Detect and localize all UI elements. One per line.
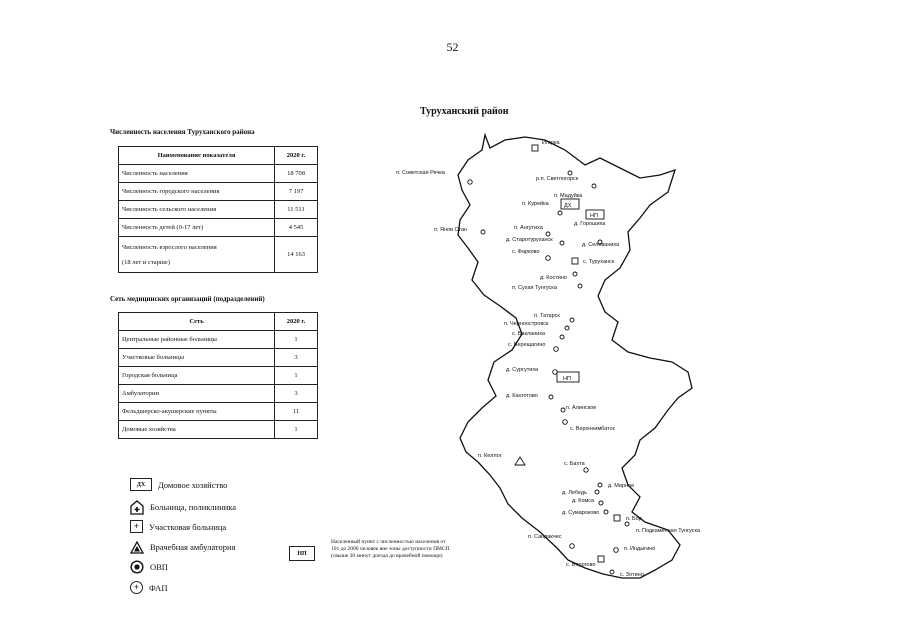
row-label: Численность населения — [119, 165, 275, 183]
header-year: 2020 г. — [275, 147, 318, 165]
row-value: 11 — [275, 403, 318, 421]
map-label: д. Лебедь — [562, 490, 587, 496]
ovp-dot-icon — [130, 560, 144, 574]
np-box-label: НП — [590, 213, 598, 219]
legend-item-household — [130, 478, 227, 491]
map-label: п. Сандакчес — [528, 534, 562, 540]
np-box-icon: НП — [289, 546, 315, 561]
np-legend-text: Населенный пункт с численностью населения от 101 до 2000 человек вне зоны доступности ПМСП (свыше 30 минут доезда до врачебной помощи) — [331, 539, 450, 559]
header-indicator: Наименование показателя — [119, 147, 275, 165]
bor-hospital-icon — [614, 515, 620, 521]
table-header-row — [119, 147, 318, 165]
row-value: 1 — [275, 367, 318, 385]
vereshchagino-marker — [554, 347, 559, 352]
map-label: п. Алинское — [566, 405, 597, 411]
map-label: с. Бахта — [564, 461, 585, 467]
legend-item-ambulatory — [130, 540, 235, 554]
map-label: п. Черноостровск — [504, 321, 549, 327]
row-label: Центральные районные больницы — [119, 331, 275, 349]
table-row — [119, 165, 318, 183]
map-label: п. Индыгино — [624, 546, 656, 552]
row-value: 1 — [275, 331, 318, 349]
row-label: Численность городского населения — [119, 183, 275, 201]
ambulatory-triangle-icon — [130, 540, 144, 554]
map-label: п. Бор — [626, 516, 642, 522]
population-section-title: Численность населения Туруханского района — [110, 128, 255, 136]
table-row — [119, 421, 318, 439]
legend-label: ФАП — [149, 582, 168, 593]
legend-item-fap — [130, 581, 167, 594]
map-label: п. Келлог — [478, 453, 502, 459]
podkamennaya-marker — [625, 522, 629, 526]
header-network: Сеть — [119, 313, 275, 331]
map-label: д. Горошиха — [574, 221, 606, 227]
map-label: д. Костино — [540, 275, 567, 281]
table-header-row — [119, 313, 318, 331]
baklanikha-marker — [560, 335, 564, 339]
kangotovo-marker — [549, 395, 553, 399]
district-hospital-icon: + — [130, 520, 143, 533]
map-label: п. Ангутиха — [514, 225, 543, 231]
household-box-icon: ДХ — [130, 478, 152, 491]
zotino-marker — [610, 570, 614, 574]
legend-label: Врачебная амбулатория — [150, 542, 236, 552]
population-table — [118, 146, 318, 273]
row-value: 1 — [275, 421, 318, 439]
map-label: п. Янов Стан — [434, 227, 468, 233]
map-label: с. Бакланиха — [512, 331, 546, 337]
legend-label: ОВП — [150, 562, 168, 572]
legend-label: Участковая больница — [149, 521, 227, 532]
dh-box-label: ДХ — [564, 203, 572, 209]
np-box-label: НП — [563, 376, 571, 382]
legend-item-ovp — [130, 560, 168, 574]
yanov-stan-marker — [481, 230, 485, 234]
map-label: с. Зотино — [620, 572, 644, 578]
row-value: 18 708 — [275, 165, 318, 183]
map-label: д. Старотуруханск — [506, 237, 553, 243]
network-table — [118, 312, 318, 439]
map-label: д. Сумароково — [562, 510, 600, 516]
mirnoe-marker — [598, 483, 602, 487]
goroshikha-marker — [558, 211, 562, 215]
map-label: п. Курейка — [522, 201, 549, 207]
chernoostrovsk-marker — [565, 326, 569, 330]
maduyka-marker — [592, 184, 596, 188]
angutikha-marker — [546, 232, 550, 236]
page-number: 52 — [446, 40, 459, 54]
row-value: 3 — [275, 385, 318, 403]
map-label: с. Верещагино — [508, 342, 546, 348]
tatarsk-marker — [570, 318, 574, 322]
table-row — [119, 385, 318, 403]
map-label: с. Верхнеимбатск — [570, 426, 615, 432]
map-label: п. Мадуйка — [554, 193, 583, 199]
table-row — [119, 219, 318, 237]
row-label: Фельдшерско-акушерские пункты — [119, 403, 275, 421]
table-row — [119, 367, 318, 385]
row-label: Городская больница — [119, 367, 275, 385]
map-label: д. Канготово — [506, 393, 538, 399]
verkhneimbatsk-marker — [563, 420, 568, 425]
map-label: д. Селиваниха — [582, 242, 620, 248]
row-label — [119, 237, 275, 273]
map-label: Игарка — [542, 140, 560, 146]
sumarokovo-marker — [604, 510, 608, 514]
igarka-hospital-icon — [532, 145, 538, 151]
bakhta-marker — [584, 468, 588, 472]
vorogovo-hospital-icon — [598, 556, 604, 562]
row-value: 3 — [275, 349, 318, 367]
turukhansk-hospital-icon — [572, 258, 578, 264]
row-label-line1: Численность взрослого населения — [122, 243, 217, 251]
legend-item-hospital — [130, 500, 236, 514]
row-label: Домовые хозяйства — [119, 421, 275, 439]
table-row — [119, 201, 318, 219]
map-label: с. Ворогово — [566, 562, 596, 568]
turukhansk-district-map — [396, 122, 730, 582]
row-label: Численность сельского населения — [119, 201, 275, 219]
header-year: 2020 г. — [275, 313, 318, 331]
map-label: р.п. Светлогорск — [536, 176, 579, 182]
alinskoe-marker — [561, 408, 565, 412]
komsa-marker — [599, 501, 603, 505]
map-label: п. Сухая Тунгуска — [512, 285, 557, 291]
starotu-marker — [560, 241, 564, 245]
table-row — [119, 349, 318, 367]
hospital-house-icon — [130, 500, 144, 514]
row-value: 11 511 — [275, 201, 318, 219]
map-label: п. Советская Речка — [396, 170, 445, 176]
map-label: п. Подкаменная Тунгуска — [636, 528, 701, 534]
kellog-ambulatory-icon — [515, 457, 525, 465]
map-label: д. Комса — [572, 498, 595, 504]
table-row — [119, 403, 318, 421]
indygino-marker — [614, 548, 619, 553]
map-label: д. Мирное — [608, 483, 635, 489]
map-label: п. Татарск — [534, 313, 560, 319]
farkovo-marker — [546, 256, 551, 261]
row-label: Численность детей (0-17 лет) — [119, 219, 275, 237]
map-title: Туруханский район — [420, 106, 509, 117]
network-section-title: Сеть медицинских организаций (подразделений) — [110, 295, 265, 303]
fap-plus-icon: + — [130, 581, 143, 594]
row-value: 7 197 — [275, 183, 318, 201]
sovetskaya-rechka-marker — [468, 180, 472, 184]
table-row — [119, 331, 318, 349]
row-value: 14 163 — [275, 237, 318, 273]
table-row — [119, 183, 318, 201]
row-value: 4 545 — [275, 219, 318, 237]
map-label: д. Сургутиха — [506, 367, 539, 373]
lebed-marker — [595, 490, 599, 494]
legend-label: Больница, поликлиника — [150, 502, 237, 512]
legend-label: Домовое хозяйство — [158, 479, 228, 490]
sukhaya-tunguska-marker — [578, 284, 582, 288]
row-label-line2: (18 лет и старше) — [122, 258, 170, 266]
map-label: с. Туруханск — [583, 259, 615, 265]
legend-item-district-hospital — [130, 520, 226, 533]
map-label: с. Фарково — [512, 249, 540, 255]
table-row — [119, 237, 318, 273]
kostino-marker — [573, 272, 577, 276]
svetlogorsk-marker — [568, 171, 572, 175]
row-label: Амбулатории — [119, 385, 275, 403]
sandakches-marker — [570, 544, 575, 549]
row-label: Участковые больницы — [119, 349, 275, 367]
